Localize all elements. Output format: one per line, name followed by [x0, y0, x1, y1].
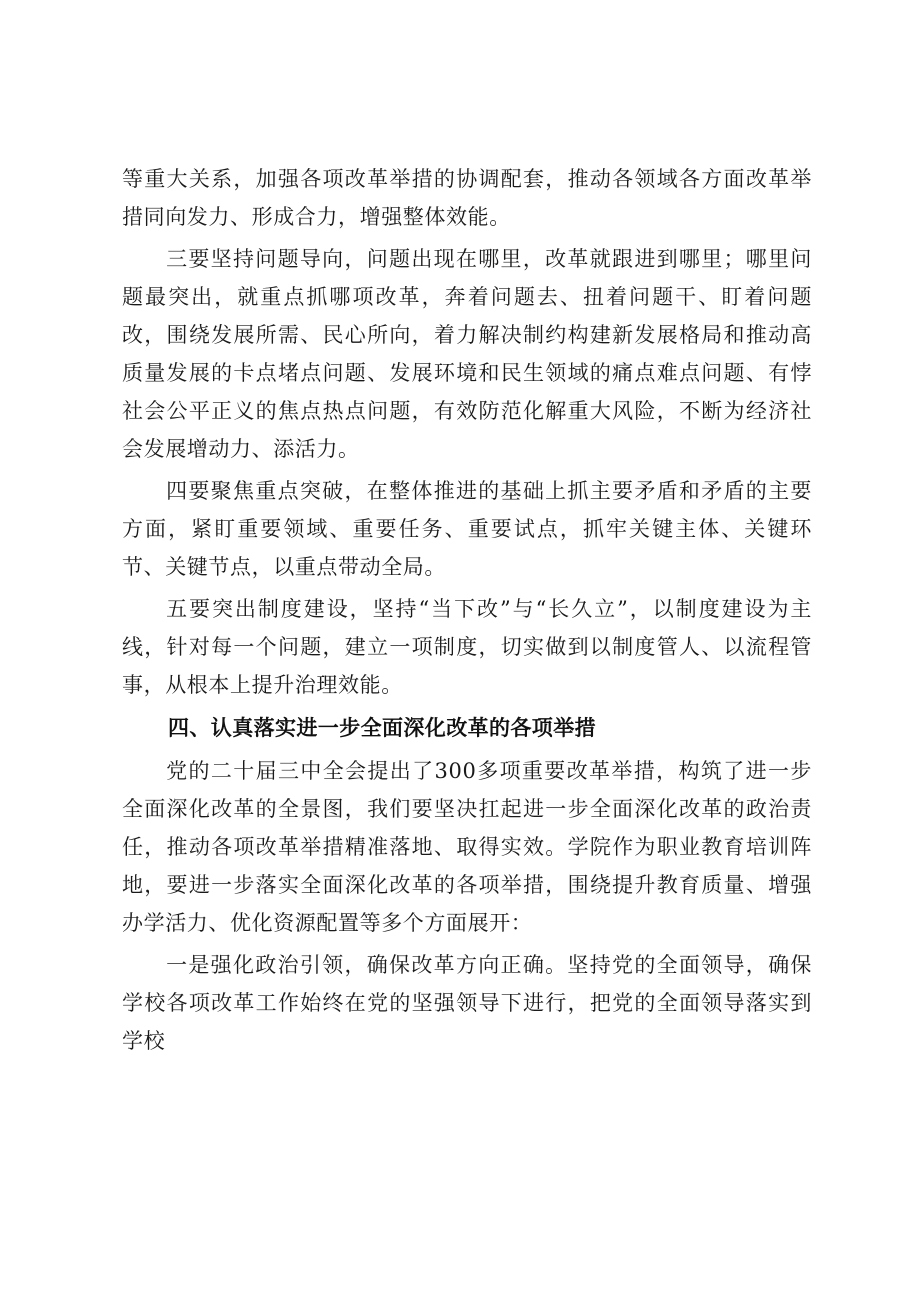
paragraph-section-intro: 党的二十届三中全会提出了300多项重要改革举措，构筑了进一步全面深化改革的全景图，我们要坚决扛起进一步全面深化改革的政治责任，推动各项改革举措精准落地、取得实效。学院作为职业教育培训阵地，要进一步落实全面深化改革的各项举措，围绕提升教育质量、增强办学活力、优化资源配置等多个方面展开： [122, 759, 812, 935]
paragraph-point-three: 三要坚持问题导向，问题出现在哪里，改革就跟进到哪里；哪里问题最突出，就重点抓哪项改革，奔着问题去、扭着问题干、盯着问题改，围绕发展所需、民心所向，着力解决制约构建新发展格局和推动高质量发展的卡点堵点问题、发展环境和民生领域的痛点难点问题、有悖社会公平正义的焦点热点问题，有效防范化解重大风险，不断为经济社会发展增动力、添活力。 [122, 247, 812, 461]
paragraph-point-five: 五要突出制度建设，坚持“当下改”与“长久立”，以制度建设为主线，针对每一个问题，建立一项制度，切实做到以制度管人、以流程管事，从根本上提升治理效能。 [122, 597, 812, 697]
section-heading: 四、认真落实进一步全面深化改革的各项举措 [168, 716, 596, 740]
document-body [122, 160, 812, 1064]
paragraph-point-four: 四要聚焦重点突破，在整体推进的基础上抓主要矛盾和矛盾的主要方面，紧盯重要领域、重要任务、重要试点，抓牢关键主体、关键环节、关键节点，以重点带动全局。 [122, 479, 812, 579]
paragraph-continuation: 等重大关系，加强各项改革举措的协调配套，推动各领域各方面改革举措同向发力、形成合力，增强整体效能。 [122, 167, 812, 229]
paragraph-measure-one: 一是强化政治引领，确保改革方向正确。坚持党的全面领导，确保学校各项改革工作始终在党的坚强领导下进行，把党的全面领导落实到学校 [122, 953, 812, 1053]
